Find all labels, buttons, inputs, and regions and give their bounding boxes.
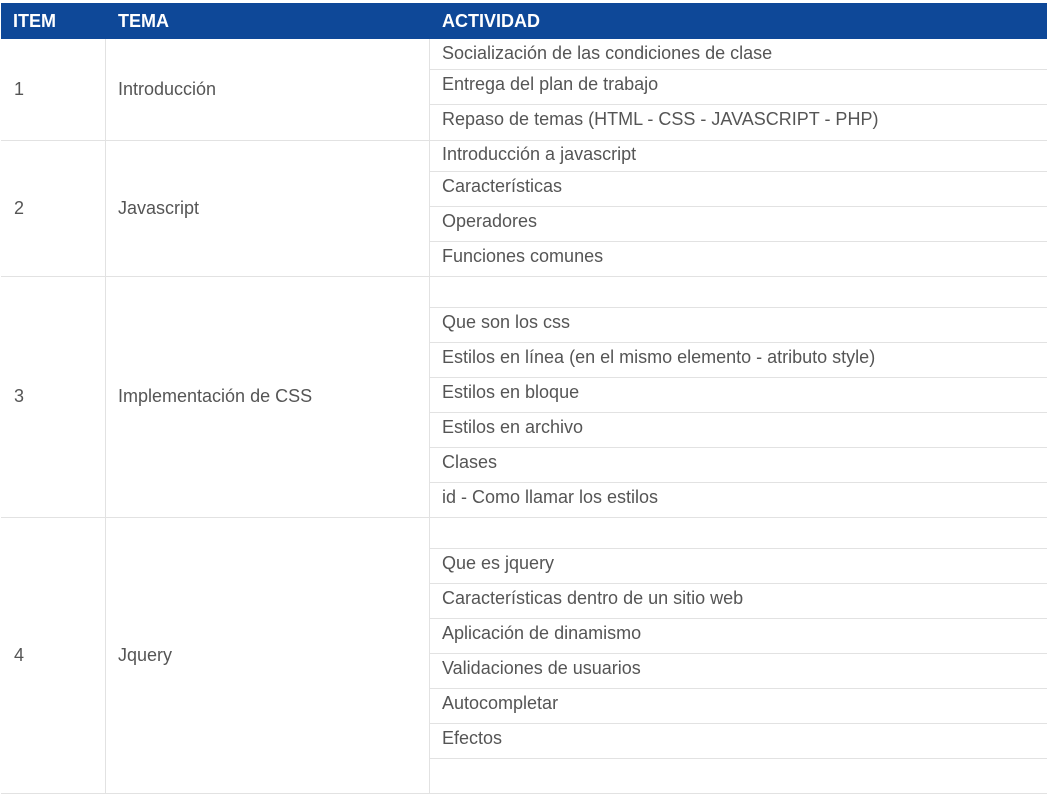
table-row-group-1 <box>1 39 1047 141</box>
activity-item: Repaso de temas (HTML - CSS - JAVASCRIPT - PHP) <box>442 109 879 129</box>
activity-item: Operadores <box>430 207 1047 242</box>
activity-item: Características <box>430 172 1047 207</box>
tema-label: Implementación de CSS <box>118 386 313 406</box>
column-divider <box>105 39 106 140</box>
activity-item: Socialización de las condiciones de clase <box>430 39 1047 70</box>
activity-item: Que es jquery <box>430 549 1047 584</box>
tema-label: Introducción <box>118 79 217 99</box>
activity-item: Estilos en bloque <box>430 378 1047 413</box>
table-header <box>1 3 1047 39</box>
item-number: 2 <box>14 198 25 218</box>
activity-item: Clases <box>430 448 1047 483</box>
activity-list <box>430 277 1047 518</box>
table-row-group-4 <box>1 518 1047 794</box>
activity-item: Autocompletar <box>430 689 1047 724</box>
activity-item <box>430 759 1047 794</box>
item-number: 3 <box>14 386 25 406</box>
table-row-group-2 <box>1 141 1047 277</box>
tema-label: Jquery <box>118 645 173 665</box>
column-divider <box>105 141 106 276</box>
header-actividad: ACTIVIDAD <box>442 11 540 31</box>
item-number: 4 <box>14 645 25 665</box>
activity-item: id - Como llamar los estilos <box>442 487 659 507</box>
activity-item: Estilos en archivo <box>430 413 1047 448</box>
activity-item: Validaciones de usuarios <box>430 654 1047 689</box>
activity-list <box>430 39 1047 140</box>
tema-label: Javascript <box>118 198 200 218</box>
activity-item <box>430 518 1047 549</box>
column-divider <box>105 277 106 517</box>
activity-item: Estilos en línea (en el mismo elemento - atributo style) <box>430 343 1047 378</box>
activity-item: Entrega del plan de trabajo <box>430 70 1047 105</box>
activity-item: Aplicación de dinamismo <box>430 619 1047 654</box>
activity-list <box>430 141 1047 277</box>
header-tema: TEMA <box>118 11 169 31</box>
activity-item: Efectos <box>430 724 1047 759</box>
header-item: ITEM <box>13 11 56 31</box>
activity-item <box>430 277 1047 308</box>
activity-item: Funciones comunes <box>442 246 604 266</box>
item-number: 1 <box>14 79 25 99</box>
column-divider <box>105 518 106 793</box>
activity-item: Características dentro de un sitio web <box>430 584 1047 619</box>
table-row-group-3 <box>1 277 1047 518</box>
activity-item: Que son los css <box>430 308 1047 343</box>
activity-item: Introducción a javascript <box>430 141 1047 172</box>
activity-list <box>430 518 1047 794</box>
